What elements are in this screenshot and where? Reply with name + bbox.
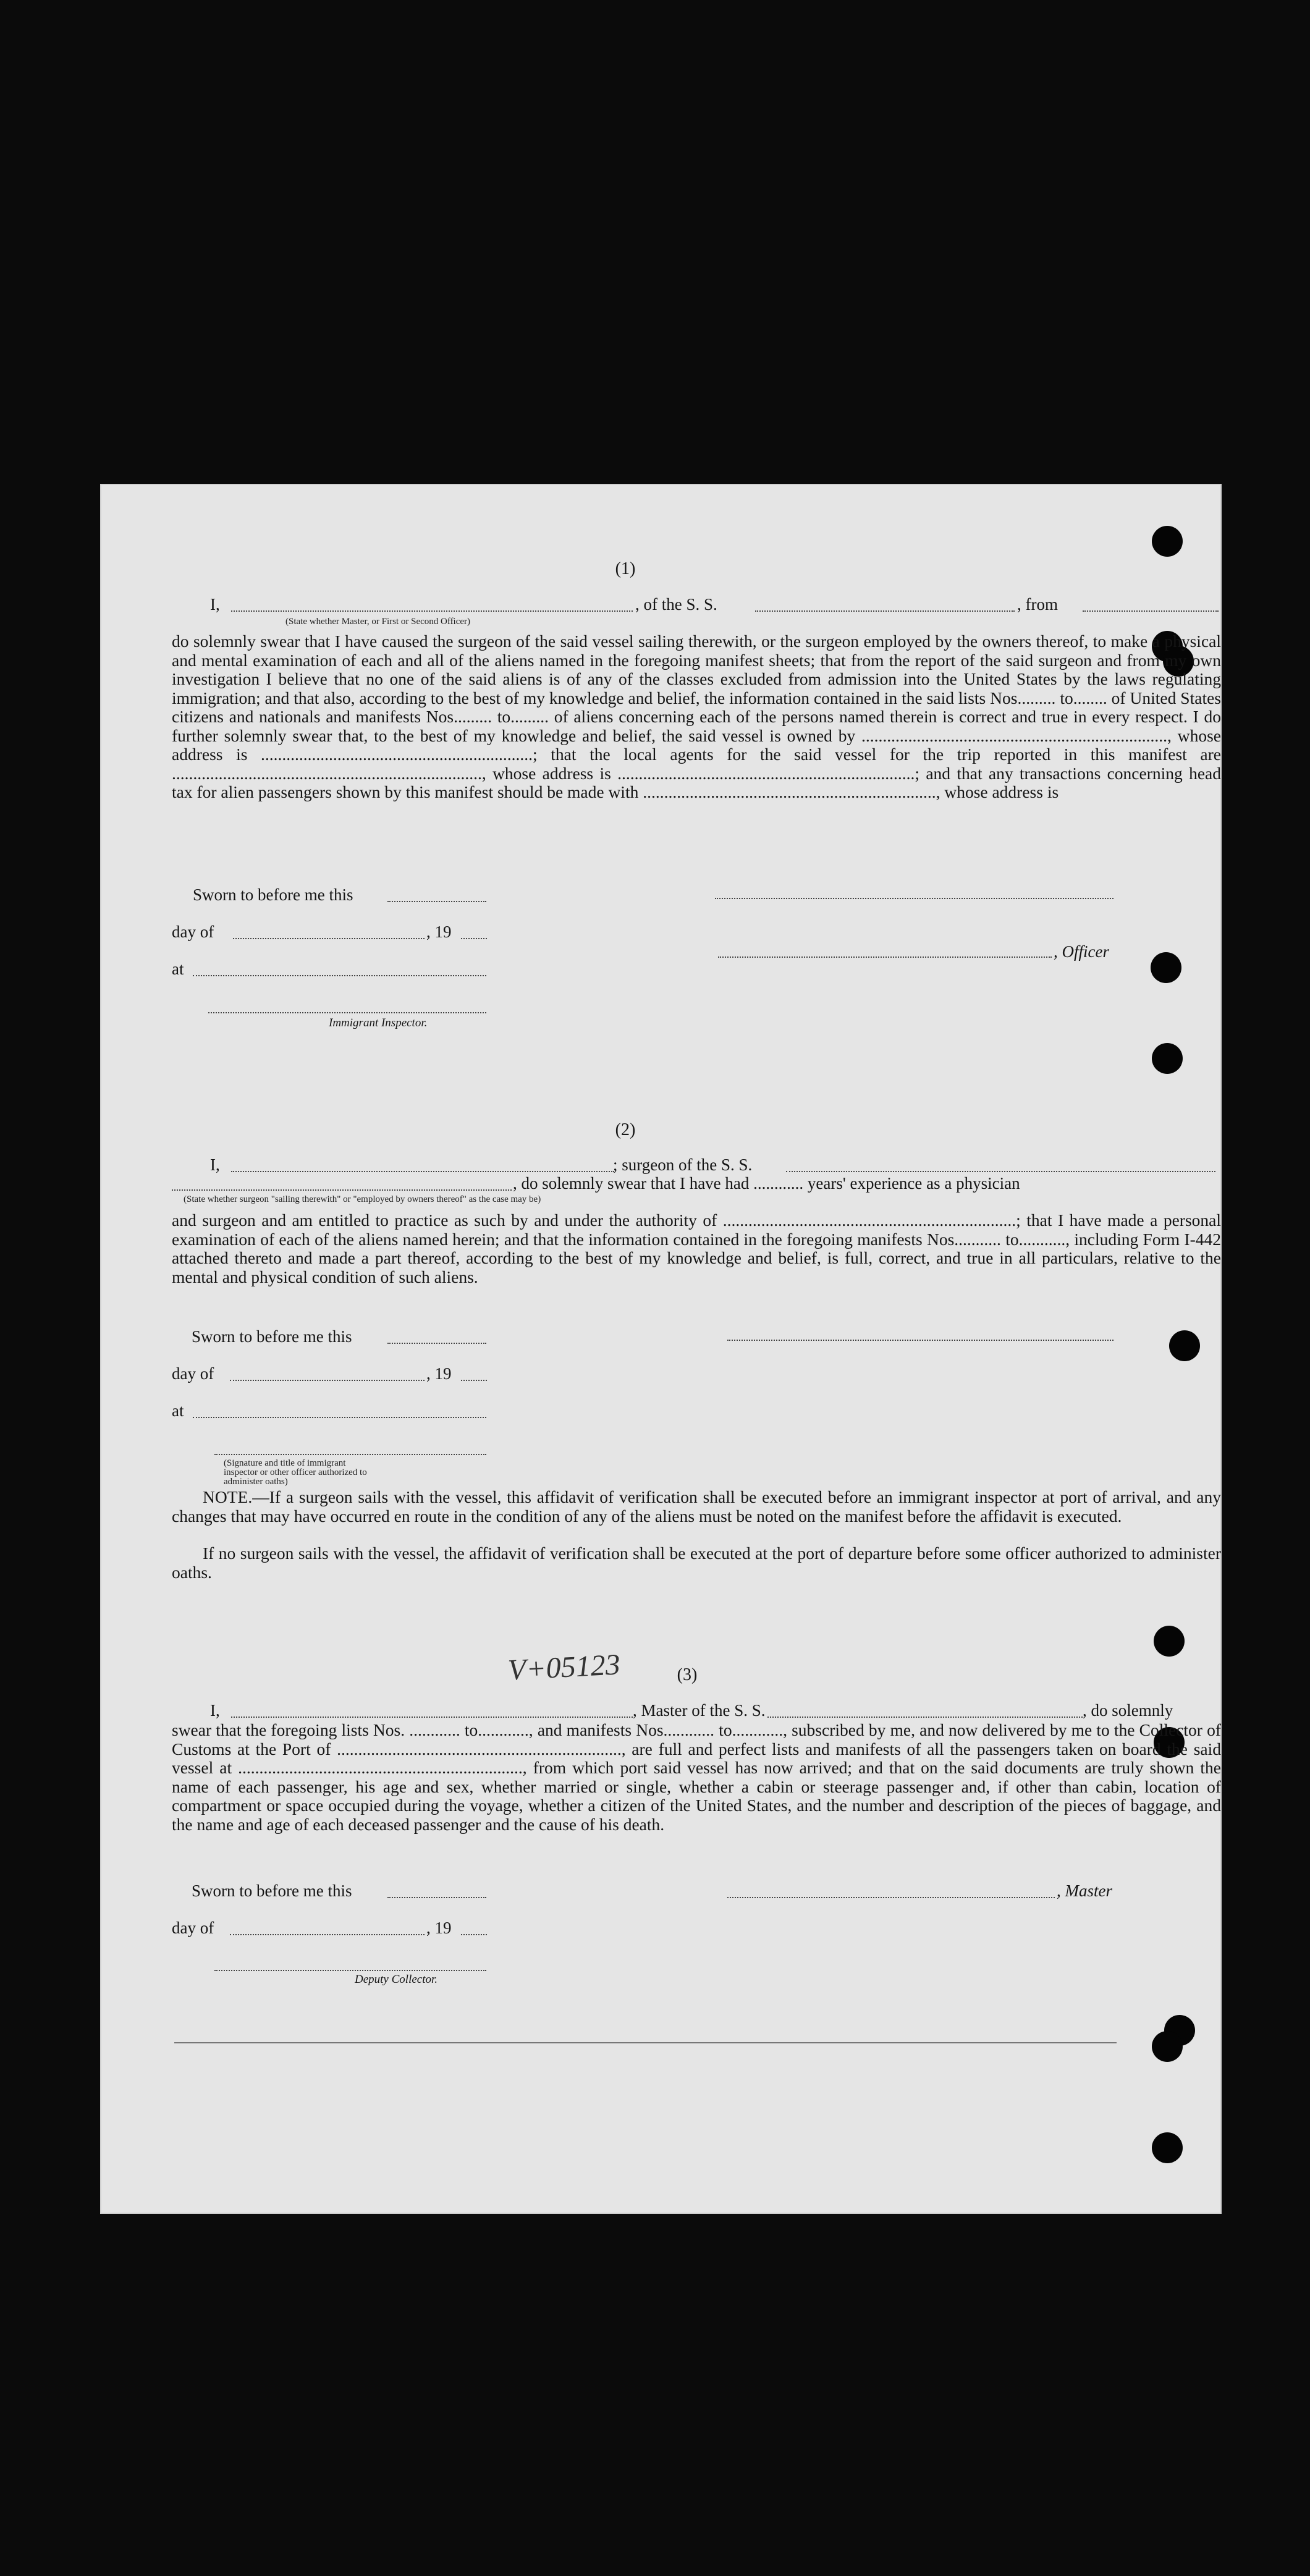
vessel-name-field[interactable] [755,610,1015,612]
punch-hole [1152,526,1183,557]
year-field[interactable] [461,938,487,939]
bottom-rule [174,2042,1117,2043]
surgeon-name-field[interactable] [231,1171,614,1172]
punch-hole [1152,1043,1183,1074]
master-signature-field[interactable] [727,1897,1055,1898]
section1-day-of: day of [172,923,214,941]
section2-body: and surgeon and am entitled to practice as such by and under the authority of .....................................................................; that I have made a personal examination of each of the aliens named herein; and that the information contained in the foregoing manifests Nos........... to..........., including Form I-442 attached thereto and made a part thereof, according to the best of my knowledge and belief, is full, correct, and true in all particulars, relative to the mental and physical condition of such aliens. [172,1210,1221,1286]
section3-day-of: day of [172,1919,214,1937]
section3-year: , 19 [426,1919,452,1937]
section3-day-of-field[interactable] [230,1934,425,1935]
punch-hole [1152,2132,1183,2163]
section2-at-field[interactable] [193,1417,486,1418]
section2-i: I, [210,1155,220,1174]
section3-year-field[interactable] [461,1934,487,1935]
punch-hole [1154,1626,1185,1657]
sworn-date-field[interactable] [387,901,486,902]
section3-number: (3) [677,1665,698,1684]
section1-at: at [172,960,184,978]
inspector-signature-field[interactable] [208,1012,486,1013]
section3-body: swear that the foregoing lists Nos. ............ to............, and manifests Nos............ to............, subscribed by me, and now delivered by me to the Collector of Customs at the Port of ..................................................................., are full and perfect lists and manifests of all the passengers taken on board the said vessel at ..................................................................., from which port said vessel has now arrived; and that on the said documents are truly shown the name of each passenger, his age and sex, whether married or single, whether a cabin or steerage passenger and, if other than cabin, location of compartment or space occupied during the voyage, whether a citizen of the United States, and the number and description of the pieces of baggage, and the name and age of each deceased passenger and the cause of his death. [172,1720,1221,1834]
section1-body: do solemnly swear that I have caused the surgeon of the said vessel sailing therewith, or the surgeon employed by the owners thereof, to make a physical and mental examination of each and all of the aliens named in the foregoing manifest sheets; that from the report of the said surgeon and from my own investigation I believe that no one of the said aliens is of any of the classes excluded from admission into the United States by the laws regulating immigration; and that also, according to the best of my knowledge and belief, the information contained in the said lists Nos......... to........ of United States citizens and nationals and manifests Nos......... to......... of aliens concerning each of the persons named therein is correct and true in every respect. I do further solemnly swear that, to the best of my knowledge and belief, the said vessel is owned by ........................................................................, whose address is ................................................................; that the local agents for the said vessel for the trip reported in this manifest are ........................................................................., whose address is ......................................................................; and that any transactions concerning head tax for alien passengers shown by this manifest should be made with ....................................................................., whose address is [172,631,1221,801]
section2-sworn-date-field[interactable] [387,1343,486,1344]
section2-surgeon-label: ; surgeon of the S. S. [613,1155,753,1174]
section2-year-field[interactable] [461,1380,487,1381]
section2-at: at [172,1401,184,1420]
section2-note2: If no surgeon sails with the vessel, the affidavit of verification shall be executed at the port of departure before some officer authorized to administer oaths. [172,1543,1221,1582]
officer-signature-field[interactable] [715,898,1114,899]
section1-officer: , Officer [1054,942,1109,961]
section3-end: , do solemnly [1083,1701,1173,1720]
surgeon-vessel-field[interactable] [786,1171,1215,1172]
officer-title-field[interactable] [718,956,1052,958]
section3-master: , Master [1057,1881,1112,1900]
section3-i: I, [210,1701,220,1720]
punch-hole [1151,952,1181,983]
section2-sworn: Sworn to before me this [192,1327,352,1346]
section2-day-of-field[interactable] [230,1380,425,1381]
collector-signature-field[interactable] [214,1970,486,1971]
handwritten-number: V+05123 [507,1648,621,1687]
day-of-field[interactable] [233,938,425,939]
section1-ss-label: , of the S. S. [635,595,717,614]
section2-signature-field[interactable] [214,1454,486,1455]
master-name-field[interactable] [231,1717,633,1718]
officer-caption: (State whether Master, or First or Second Officer) [285,617,471,627]
section1-inspector: Immigrant Inspector. [329,1016,428,1029]
section2-number: (2) [615,1120,636,1139]
section1-number: (1) [615,559,636,578]
section2-day-of: day of [172,1364,214,1383]
signature-caption: (Signature and title of immigrant inspector or other officer authorized to administer oaths) [224,1458,367,1487]
section1-sworn: Sworn to before me this [193,885,353,904]
punch-hole [1152,2031,1183,2062]
from-port-field[interactable] [1083,610,1219,612]
surgeon-status-field[interactable] [172,1189,512,1191]
section2-note: NOTE.—If a surgeon sails with the vessel, this affidavit of verification shall be executed before an immigrant inspector at port of arrival, and any changes that may have occurred en route in the condition of any of the aliens must be noted on the manifest before the affidavit is executed. [172,1487,1221,1526]
section1-from-label: , from [1017,595,1058,614]
at-place-field[interactable] [193,975,486,976]
section1-year: , 19 [426,923,452,941]
surgeon-signature-field[interactable] [727,1340,1114,1341]
section3-master-label: , Master of the S. S. [633,1701,766,1720]
section3-sworn: Sworn to before me this [192,1881,352,1900]
section3-collector: Deputy Collector. [355,1973,438,1986]
officer-name-field[interactable] [231,610,633,612]
section1-i: I, [210,595,220,614]
section2-line2: , do solemnly swear that I have had ............ years' experience as a physician [513,1174,1020,1193]
section3-vessel-field[interactable] [767,1717,1083,1718]
section2-year: , 19 [426,1364,452,1383]
punch-hole [1169,1330,1200,1361]
manifest-page [100,484,1222,2214]
surgeon-caption: (State whether surgeon "sailing therewith" or "employed by owners thereof" as the case may be) [184,1194,541,1204]
section3-sworn-date-field[interactable] [387,1897,486,1898]
